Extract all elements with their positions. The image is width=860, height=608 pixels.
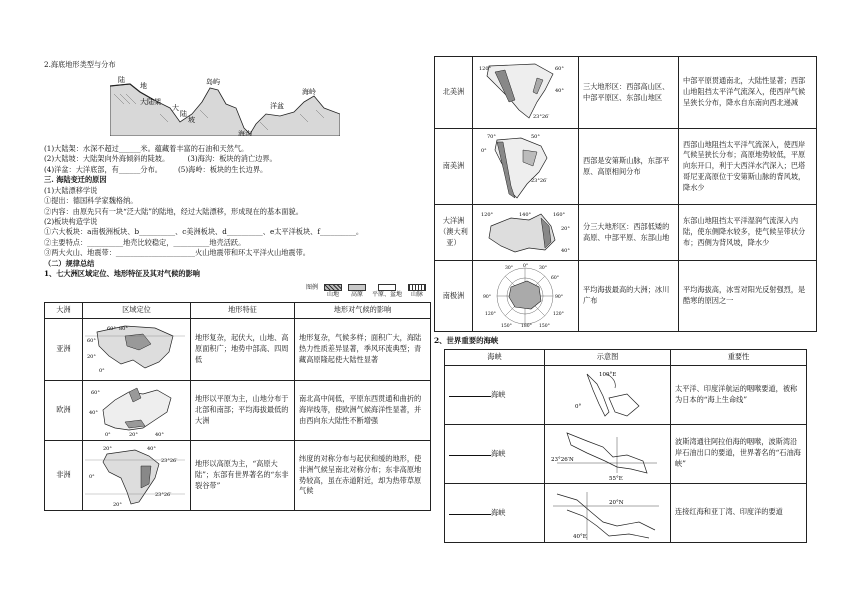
table-header-row	[45, 303, 431, 319]
europe-map	[83, 381, 191, 441]
table-row	[435, 129, 817, 205]
straits-table	[444, 349, 807, 543]
svg-text:60°: 60°	[555, 65, 564, 72]
text-line: ①六大板块：a南极洲板块、b__________、c美洲板块、d__________、e太平洋板块、f__________。	[44, 227, 364, 237]
left-text-lines	[44, 144, 430, 280]
oceania-map	[473, 205, 579, 261]
north-america-map	[473, 57, 579, 129]
svg-text:0°: 0°	[523, 264, 529, 269]
strait-importance: 连接红海和亚丁湾、印度洋的要道	[671, 483, 807, 542]
text-line: (4)洋盆：大洋底部，有______分布。 (5)海岭：板块的生长边界。	[44, 164, 268, 174]
svg-text:40°E: 40°E	[573, 533, 587, 540]
table-header-row	[445, 349, 807, 365]
legend-item-plain: 平原、盆地	[372, 284, 402, 300]
header-terrain: 地形特征	[191, 303, 295, 319]
svg-text:0°: 0°	[89, 473, 95, 480]
terrain-text: 三大地形区：西部高山区、中部平原区、东部山地区	[579, 57, 679, 129]
svg-text:23°26′: 23°26′	[155, 491, 172, 498]
fill-in-blank[interactable]	[449, 448, 491, 456]
label-island: 岛屿	[206, 78, 220, 87]
legend-item-plateau: 高原	[348, 284, 366, 300]
svg-text:55°E: 55°E	[609, 475, 623, 481]
svg-text:50°: 50°	[531, 133, 540, 140]
terrain-text: 分三大地形区：西部低矮的高原、中部平原、东部山地	[579, 205, 679, 261]
svg-text:160°: 160°	[553, 211, 566, 218]
table-row	[445, 365, 807, 424]
climate-text: 地形复杂，气候多样；面积广大，海陆热力性质差异显著，季风环流典型；青藏高原隆起使大陆性显著	[295, 319, 431, 381]
header-climate: 地形对气候的影响	[295, 303, 431, 319]
fill-in-blank[interactable]	[449, 389, 491, 397]
svg-text:20°: 20°	[129, 431, 138, 438]
text-line: （二）规律总结	[44, 258, 95, 268]
text-line: ②内容：由原先只有一块“泛大陆”的陆地，经过大陆漂移，形成现在的基本面貌。	[44, 206, 303, 216]
terrain-text: 西部是安第斯山脉，东部平原、高原相间分布	[579, 129, 679, 205]
text-line: 三. 海陆变迁的原因	[44, 175, 107, 185]
hormuz-sketch	[545, 424, 671, 483]
continents-table-right	[434, 56, 817, 332]
terrain-text: 平均海拔最高的大洲；冰川广布	[579, 261, 679, 332]
label-slope1: 大	[172, 104, 179, 113]
terrain-text: 地形复杂，起伏大，山地、高原面积广；地势中部高、四周低	[191, 319, 295, 381]
south-america-map	[473, 129, 579, 205]
terrain-text: 地形以平原为主，山地分布于北部和南部；平均海拔最低的大洲	[191, 381, 295, 441]
header-strait: 海峡	[445, 349, 545, 365]
svg-text:0°: 0°	[105, 431, 111, 438]
text-line: (1)大陆漂移学说	[44, 185, 98, 195]
svg-text:0°: 0°	[481, 147, 487, 154]
label-slope3: 坡	[188, 116, 195, 125]
continent-name: 南美洲	[435, 129, 473, 205]
svg-text:40°: 40°	[89, 409, 98, 416]
svg-text:120°: 120°	[479, 65, 492, 72]
svg-text:90°: 90°	[555, 295, 563, 300]
header-location: 区域定位	[83, 303, 191, 319]
svg-text:0°: 0°	[575, 403, 582, 410]
left-column	[44, 60, 430, 511]
table-row	[435, 57, 817, 129]
strait-importance: 波斯湾通往阿拉伯海的咽喉，波斯湾沿岸石油出口的要道，世界著名的“石油海峡”	[671, 424, 807, 483]
label-slope2: 陆	[180, 110, 187, 119]
table-row	[435, 205, 817, 261]
svg-text:60°: 60°	[91, 389, 100, 396]
svg-text:140°: 140°	[519, 211, 532, 218]
continent-name: 非洲	[45, 441, 83, 511]
label-land: 陆	[118, 76, 125, 85]
svg-text:30°: 30°	[505, 266, 513, 271]
continent-name: 南极洲	[435, 261, 473, 332]
svg-text:40°: 40°	[555, 87, 564, 94]
terrain-text: 地形以高原为主，“高原大陆”；东部有世界著名的“东非裂谷带”	[191, 441, 295, 511]
text-line: ②主要特点：__________地壳比较稳定，__________地壳活跃。	[44, 237, 246, 247]
label-ocean: 洋盆	[270, 102, 284, 111]
seafloor-profile-diagram	[110, 74, 340, 136]
climate-text: 纬度的对称分布与起伏和缓的地形，使非洲气候呈南北对称分布；东非高原地势较高，虽在赤道附近，却为热带草原气候	[295, 441, 431, 511]
climate-text: 中部平原贯通南北，大陆性显著；西部山地阻挡太平洋气流深入，使西岸气候呈狭长分布，降水自东南向西北递减	[679, 57, 817, 129]
climate-text: 东部山地阻挡太平洋湿润气流深入内陆，使东侧降水较多，使气候呈带状分布；西侧为背风坡，降水少	[679, 205, 817, 261]
text-line: (2)板块构造学说	[44, 216, 98, 226]
label-shelf: 大陆架	[140, 98, 161, 107]
svg-text:23°26′: 23°26′	[161, 457, 178, 464]
svg-text:40°: 40°	[147, 445, 156, 452]
continent-name: 大洋洲（澳大利亚）	[435, 205, 473, 261]
svg-text:180°: 180°	[521, 324, 532, 329]
label-ridge: 海岭	[302, 88, 316, 97]
svg-text:120°: 120°	[481, 211, 494, 218]
svg-text:80°: 80°	[119, 325, 128, 332]
label-land2: 地	[140, 82, 147, 91]
text-line: ①提出：德国科学家魏格纳。	[44, 196, 138, 206]
svg-text:150°: 150°	[501, 324, 512, 329]
svg-text:70°: 70°	[487, 133, 496, 140]
svg-text:120°: 120°	[553, 312, 564, 317]
strait-importance: 太平洋、印度洋航运的咽喉要道，被称为日本的“海上生命线”	[671, 365, 807, 424]
fill-in-blank[interactable]	[449, 507, 491, 515]
text-line: (2)大陆坡：大陆架向外海倾斜的陡坡。 (3)海沟：板块的消亡边界。	[44, 154, 277, 164]
text-line: ③两大火山、地震带：______________________火山地震带和环太平洋火山地震带。	[44, 248, 310, 258]
continent-name: 欧洲	[45, 381, 83, 441]
svg-text:150°: 150°	[539, 324, 550, 329]
svg-text:23°26′: 23°26′	[531, 177, 548, 184]
strait-name-cell: 海峡	[445, 483, 545, 542]
svg-text:60°: 60°	[551, 276, 559, 281]
svg-text:100°E: 100°E	[599, 371, 617, 378]
svg-text:23°26′: 23°26′	[533, 113, 550, 120]
table-row	[445, 424, 807, 483]
table-row	[445, 483, 807, 542]
continent-name: 亚洲	[45, 319, 83, 381]
climate-text: 平均海拔高，冰雪对阳光反射强烈，是酷寒的原因之一	[679, 261, 817, 332]
continents-table-left	[44, 302, 431, 511]
svg-text:20°N: 20°N	[609, 499, 624, 506]
svg-text:0°: 0°	[99, 367, 105, 374]
table-row	[45, 319, 431, 381]
asia-map	[83, 319, 191, 381]
svg-text:20°: 20°	[103, 445, 112, 452]
africa-map	[83, 441, 191, 511]
mandeb-sketch	[545, 483, 671, 542]
svg-text:120°: 120°	[485, 312, 496, 317]
label-trench: 海沟	[238, 130, 252, 137]
straits-section-title: 2、世界重要的海峡	[434, 336, 499, 345]
malacca-sketch	[545, 365, 671, 424]
text-line: (1)大陆架：水深不超过______米。蕴藏着丰富的石油和天然气。	[44, 143, 249, 153]
header-importance: 重要性	[671, 349, 807, 365]
map-legend	[44, 284, 426, 300]
legend-item-range: 山脉	[408, 284, 426, 300]
legend-label: 图例	[305, 283, 318, 291]
svg-text:40°: 40°	[155, 431, 164, 438]
strait-name-cell: 海峡	[445, 365, 545, 424]
svg-text:30°: 30°	[539, 266, 547, 271]
right-column	[434, 56, 816, 543]
header-continent: 大洲	[45, 303, 83, 319]
header-sketch: 示意图	[545, 349, 671, 365]
table-row	[45, 441, 431, 511]
antarctica-map	[473, 261, 579, 332]
svg-text:60°: 60°	[87, 337, 96, 344]
svg-text:20°: 20°	[113, 501, 122, 508]
text-line: 1、七大洲区域定位、地形特征及其对气候的影响	[44, 269, 200, 279]
strait-name-cell: 海峡	[445, 424, 545, 483]
legend-item-mountain: 山地	[324, 284, 342, 300]
section-heading: 2.海底地形类型与分布	[44, 60, 116, 69]
table-row	[45, 381, 431, 441]
climate-text: 西部山地阻挡太平洋气流深入，使西岸气候呈狭长分布；高原地势较低，平原向东开口，利于大西洋水汽深入；巴塔哥尼亚高原位于安第斯山脉的背风坡，降水少	[679, 129, 817, 205]
svg-text:20°: 20°	[561, 225, 570, 232]
svg-text:40°: 40°	[561, 247, 570, 254]
table-row	[435, 261, 817, 332]
climate-text: 南北高中间低，平原东西贯通和曲折的海岸线等，使欧洲气候海洋性显著，并由西向东大陆性不断增强	[295, 381, 431, 441]
svg-text:90°: 90°	[483, 295, 491, 300]
svg-text:23°26′N: 23°26′N	[551, 456, 574, 463]
svg-text:20°: 20°	[87, 353, 96, 360]
svg-text:60°: 60°	[107, 325, 116, 332]
continent-name: 北美洲	[435, 57, 473, 129]
